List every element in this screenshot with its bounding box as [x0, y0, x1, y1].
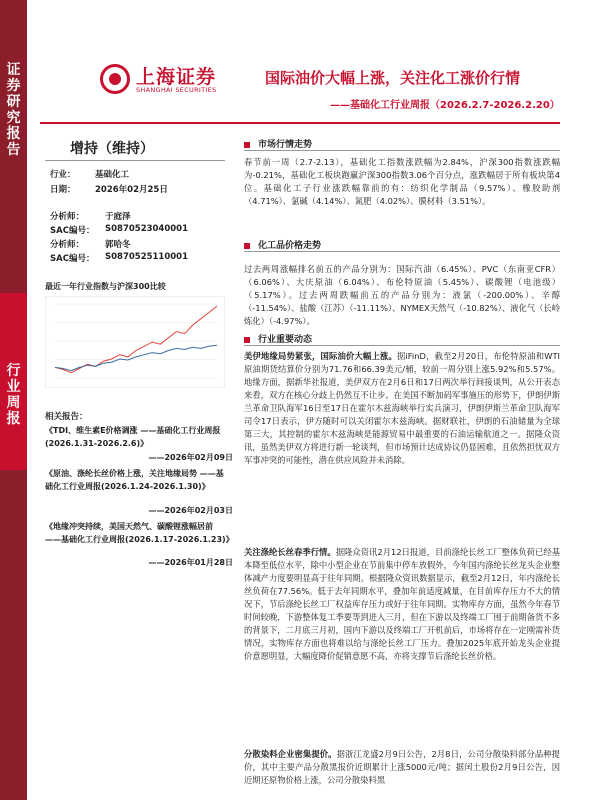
news-paragraph-1 [244, 350, 560, 467]
section-divider [244, 345, 560, 346]
news-lead-1: 美伊地缘局势紧张，国际油价大幅上涨。 [244, 351, 397, 361]
sidebar-top-band [0, 0, 27, 293]
meta-value: 于庭泽 [105, 212, 131, 222]
related-reports-heading: 相关报告： [45, 412, 88, 422]
section-divider [244, 150, 560, 151]
company-logo [100, 62, 220, 98]
report-subtitle: ——基础化工行业周报（2026.2.7-2026.2.20） [330, 100, 560, 111]
logo-english: SHANGHAI SECURITIES [136, 86, 217, 94]
news-lead-3: 分散染料企业密集提价。 [244, 749, 337, 759]
chart-frame [45, 296, 225, 388]
sidebar-report-category: 行业周报 [6, 363, 21, 427]
meta-label: 分析师： [50, 212, 85, 222]
section-title: 行业重要动态 [258, 335, 313, 345]
logo-mark-icon [100, 64, 130, 94]
report-title: 国际油价大幅上涨，关注化工涨价行情 [265, 69, 521, 87]
rating-divider [45, 160, 225, 161]
section-divider [244, 251, 560, 252]
logo-chinese: 上海证券 [136, 66, 217, 88]
related-report-2[interactable]: 《原油、涤纶长丝价格上涨，关注地缘局势 ——基础化工行业周报(2026.1.24-2026.1.30)》 [45, 469, 224, 491]
meta-label: SAC编号： [50, 254, 95, 264]
news-lead-2: 关注涤纶长丝春季行情。 [244, 547, 336, 557]
rating: 增持（维持） [70, 141, 154, 157]
meta-sac-1 [50, 224, 189, 236]
sidebar [0, 0, 27, 800]
section-market-heading [244, 137, 312, 150]
meta-label: 日期： [50, 185, 76, 195]
sidebar-report-type: 证券研究报告 [6, 62, 21, 158]
related-report-2-date: ——2026年02月03日 [148, 506, 233, 515]
section-bullet-icon [244, 142, 250, 148]
meta-value: S0870523040001 [105, 224, 189, 234]
meta-value: 基础化工 [95, 170, 130, 180]
meta-date [50, 183, 168, 195]
meta-value: S0870525110001 [105, 252, 189, 262]
related-report-1[interactable]: 《TDI、维生素E价格调涨 ——基础化工行业周报(2026.1.31-2026.2.6)》 [45, 426, 221, 448]
section-news-heading [244, 332, 312, 345]
section-price-body: 过去两周涨幅排名前五的产品分别为：国际汽油（6.45%）、PVC（东南亚CFR）（6.06%）、大庆原油（6.04%）、布伦特原油（5.45%）、碳酸锂（电池级）（5.17%）。过去两周跌幅前五的产品分别为：液氯（-200.00%）、辛醇（-11.54%）、盐酸（江苏）（-11.11%）、NYMEX天然气（-10.82%）、液化气（长岭炼化）（-4.97%）。 [244, 264, 560, 326]
sidebar-mid-band [0, 293, 27, 470]
sidebar-bottom-band [0, 470, 27, 800]
chart-title: 最近一年行业指数与沪深300比较 [45, 282, 166, 291]
section-bullet-icon [244, 337, 250, 343]
related-report-1-date: ——2026年02月09日 [148, 453, 233, 462]
meta-label: 分析师： [50, 240, 85, 250]
meta-industry [50, 168, 130, 180]
related-report-3-date: ——2026年01月28日 [148, 558, 233, 567]
related-report-3[interactable]: 《地缘冲突持续，美国天然气、碳酸锂涨幅居前 ——基础化工行业周报(2026.1.17-2026.1.23)》 [45, 522, 234, 544]
meta-label: SAC编号： [50, 226, 95, 236]
news-paragraph-3 [244, 748, 560, 787]
section-bullet-icon [244, 243, 250, 249]
meta-analyst-1 [50, 210, 131, 222]
meta-analyst-2 [50, 238, 131, 250]
index-comparison-chart [45, 296, 225, 388]
news-paragraph-2 [244, 546, 560, 663]
meta-value: 郭哈冬 [105, 240, 131, 250]
header-divider [40, 122, 560, 124]
section-market-body: 春节前一周（2.7-2.13），基础化工指数涨跌幅为2.84%，沪深300指数涨跌幅为-0.21%，基础化工板块跑赢沪深300指数3.06个百分点，涨跌幅居于所有板块第4位。基础化工子行业涨跌幅靠前的有：纺织化学制品（9.57%）、橡胶助剂（4.71%）、氯碱（4.14%）、氮肥（4.02%）、膜材料（3.51%）。 [244, 157, 560, 206]
news-text-1: 据iFinD，截至2月20日，布伦特原油和WTI原油期货结算价分别为71.76和66.39美元/桶，较前一周分别上涨5.92%和5.57%。地缘方面，据新华社报道，美伊双方在2月6日和17日两次举行间接谈判，从公开表态来看，双方在核心分歧上仍然互不让步。在美国不断加码军事施压的形势下，伊朗伊斯兰革命卫队海军16日至17日在霍尔木兹海峡举行实兵演习，伊朗伊斯兰革命卫队海军司令17日表示，伊方随时可以关闭霍尔木兹海峡。据财联社，伊朗的石油储量为全球第三大，其控制的霍尔木兹海峡是能源贸易中最重要的石油运输航道之一。据隆众资讯，虽然美伊双方将进行新一轮谈判，但市场预计达成协议仍显困难，且依然担忧双方军事冲突的可能性，潜在供应风险并未消除。 [244, 351, 560, 465]
news-text-2: 据隆众资讯2月12日报道，目前涤纶长丝工厂整体负荷已经基本降至低位水平，除中小型企业在节前集中停车放假外，今年国内涤纶长丝龙头企业整体减产力度要明显高于往年同期。根据隆众资讯数据显示，截至2月12日，年内涤纶长丝负荷在77.56%。低于去年同期水平，叠加年前适度减量，在目前库存压力不大的情况下，节后涤纶长丝工厂权益库存压力或好于往年同期。实物库存方面，虽然今年春节时间较晚，下游整体复工季要等到进入三月，但在下游以及终端工厂囤于前期备货不多的背景下，二月底三月初，国内下游以及终端工厂开机前后，市场将存在一定刚需补货情况，实物库存方面也将难以给与涤纶长丝工厂压力。叠加2025年底开始龙头企业提价意愿明显，大幅度降价促销意愿不高，亦将支撑节后涤纶长丝价格。 [244, 547, 560, 661]
meta-label: 行业： [50, 170, 76, 180]
meta-sac-2 [50, 252, 189, 264]
news-text-3: 据浙江龙盛2月9日公告，2月8日，公司分散染料部分品种提价，其中主要产品分散黑报价近期累计上涨5000元/吨；据闰土股份2月9日公告，因近期还原物价格上涨，公司分散染料黑 [244, 749, 560, 785]
section-title: 化工品价格走势 [258, 241, 322, 251]
section-price-heading [244, 238, 321, 251]
meta-value: 2026年02月25日 [95, 185, 168, 195]
section-title: 市场行情走势 [258, 140, 313, 150]
